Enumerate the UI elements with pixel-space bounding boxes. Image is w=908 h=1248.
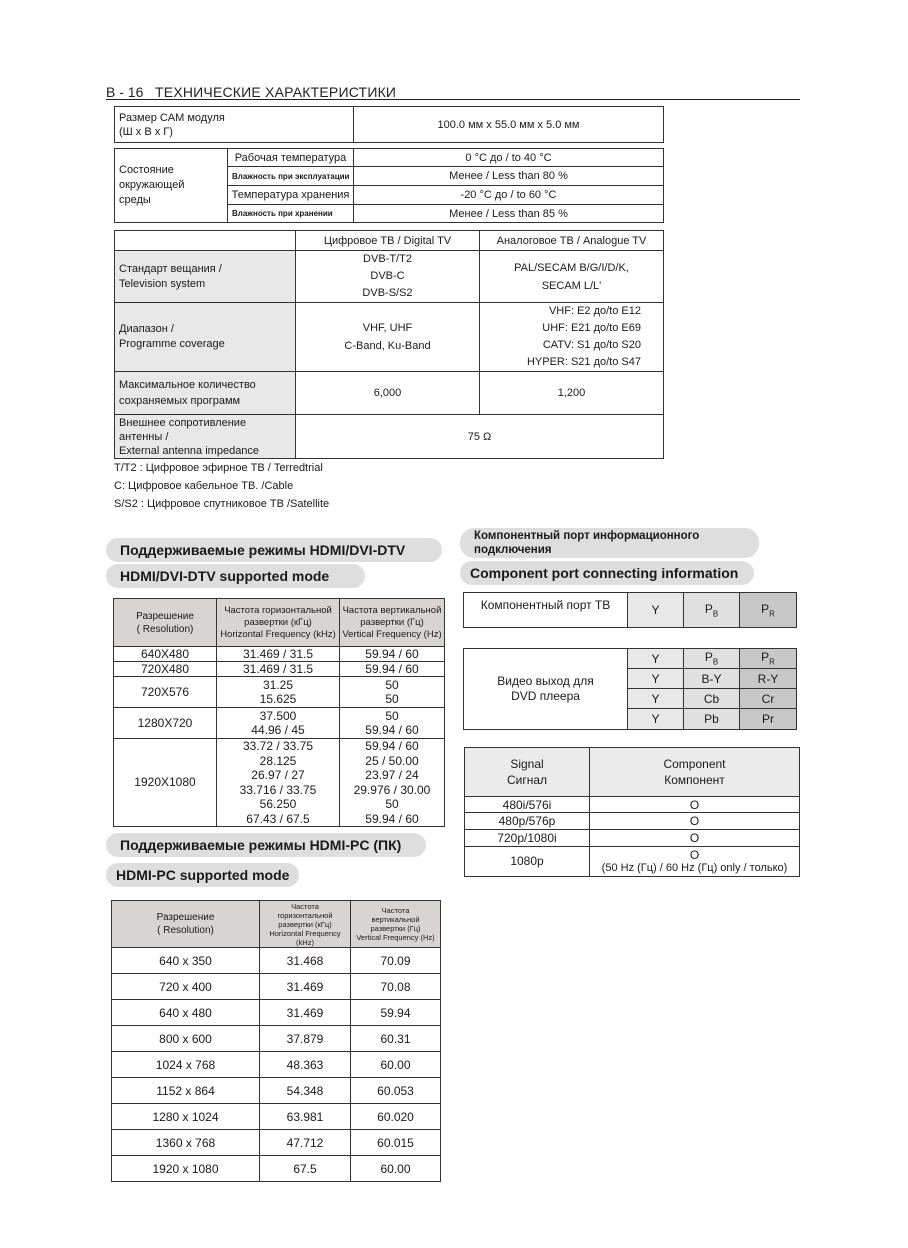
max-programs-analogue: 1,200 bbox=[480, 372, 664, 415]
signal-cell: 1080p bbox=[465, 847, 590, 877]
header-line: Разрешение bbox=[156, 912, 215, 923]
header-line: ( Resolution) bbox=[157, 925, 214, 936]
title-line: подключения bbox=[474, 544, 552, 556]
table-row bbox=[112, 1156, 441, 1182]
v-cell: 60.31 bbox=[351, 1026, 441, 1052]
value-line: VHF: E2 до/to E12 bbox=[548, 305, 641, 317]
header-line: Частота bbox=[381, 906, 410, 915]
h-freq-header bbox=[260, 901, 351, 948]
h-cell: 48.363 bbox=[260, 1052, 351, 1078]
v-cell: 60.00 bbox=[351, 1052, 441, 1078]
value-line: 67.43 / 67.5 bbox=[246, 811, 310, 826]
dvd-b bbox=[684, 649, 740, 669]
v-cell: 60.00 bbox=[351, 1156, 441, 1182]
h-cell: 31.468 bbox=[260, 948, 351, 974]
dvd-r: Cr bbox=[740, 689, 797, 709]
page-number: B - 16 bbox=[106, 84, 144, 100]
cam-table bbox=[114, 106, 664, 143]
value-line: DVB-T/T2 bbox=[363, 253, 412, 265]
header-line: Сигнал bbox=[506, 773, 548, 787]
v-cell bbox=[340, 739, 445, 827]
header-line: Vertical Frequency (Hz) bbox=[342, 628, 442, 640]
label-line: Диапазон / bbox=[119, 323, 174, 335]
header-line: развертки (кГц) bbox=[244, 616, 312, 628]
table-row bbox=[112, 1026, 441, 1052]
port-col-sub: B bbox=[712, 609, 719, 619]
table-row bbox=[112, 1000, 441, 1026]
header-line: Частота вертикальной bbox=[342, 604, 442, 616]
port-col-y: Y bbox=[628, 593, 684, 628]
res-cell: 1360 x 768 bbox=[112, 1130, 260, 1156]
title-line: Компонентный порт информационного bbox=[474, 530, 700, 542]
dvd-sub: R bbox=[769, 657, 775, 667]
value-line: 44.96 / 45 bbox=[251, 723, 305, 737]
cam-label-line: (Ш x В x Г) bbox=[119, 125, 173, 138]
port-col-pr bbox=[740, 593, 797, 628]
hdmi-pc-table bbox=[111, 900, 441, 1182]
value-line: 50 bbox=[385, 797, 399, 811]
env-group-line: Состояние bbox=[119, 164, 174, 176]
value-line: 33.716 / 33.75 bbox=[239, 782, 317, 797]
cam-label-line: Размер CAM модуля bbox=[119, 111, 225, 124]
table-row bbox=[112, 1078, 441, 1104]
component-cell: O bbox=[590, 797, 800, 813]
component-title-ru bbox=[460, 528, 759, 558]
label-line: сохраняемых программ bbox=[119, 395, 241, 407]
coverage-digital bbox=[296, 303, 480, 372]
env-value: 0 °C до / to 40 °C bbox=[354, 149, 664, 167]
dvd-y: Y bbox=[628, 689, 684, 709]
note-terrestrial: T/T2 : Цифровое эфирное ТВ / Terredtrial bbox=[114, 462, 323, 474]
header-line: Частота bbox=[291, 901, 319, 911]
value-line: VHF, UHF bbox=[362, 322, 413, 334]
env-label: Рабочая температура bbox=[228, 149, 354, 167]
signal-cell: 720p/1080i bbox=[465, 830, 590, 847]
port-col-pb bbox=[684, 593, 740, 628]
h-cell: 54.348 bbox=[260, 1078, 351, 1104]
tv-spec-table bbox=[114, 230, 664, 459]
res-cell: 800 x 600 bbox=[112, 1026, 260, 1052]
value-line: UHF: E21 до/to E69 bbox=[542, 322, 641, 334]
v-cell: 60.015 bbox=[351, 1130, 441, 1156]
signal-header bbox=[465, 748, 590, 797]
signal-cell: 480i/576i bbox=[465, 797, 590, 813]
table-row bbox=[465, 830, 800, 847]
dvd-sub: B bbox=[712, 657, 719, 667]
h-cell: 67.5 bbox=[260, 1156, 351, 1182]
port-col-letter: P bbox=[704, 601, 713, 616]
v-freq-header bbox=[340, 599, 445, 647]
h-cell: 37.879 bbox=[260, 1026, 351, 1052]
h-cell bbox=[217, 739, 340, 827]
label-line: Стандарт вещания / bbox=[119, 262, 222, 275]
header-line: горизонтальной bbox=[277, 910, 333, 920]
value-line: 56.250 bbox=[259, 797, 297, 811]
component-header bbox=[590, 748, 800, 797]
v-cell bbox=[340, 677, 445, 708]
table-row bbox=[114, 662, 445, 677]
hdmi-pc-title-ru: Поддерживаемые режимы HDMI-PC (ПК) bbox=[106, 833, 426, 857]
v-cell bbox=[340, 708, 445, 739]
h-cell: 63.981 bbox=[260, 1104, 351, 1130]
value-line: HYPER: S21 до/to S47 bbox=[526, 356, 641, 368]
dvd-letter: P bbox=[704, 650, 713, 665]
dvd-y: Y bbox=[628, 649, 684, 669]
standard-analogue bbox=[480, 251, 664, 303]
component-cell bbox=[590, 847, 800, 877]
standard-digital bbox=[296, 251, 480, 303]
header-line: развертки (кГц) bbox=[278, 919, 332, 929]
label-line: DVD плеера bbox=[511, 689, 580, 703]
value-line: 25 / 50.00 bbox=[365, 753, 419, 768]
res-cell: 640X480 bbox=[114, 647, 217, 662]
header-line: развертки (Гц) bbox=[370, 924, 421, 933]
res-cell: 1280X720 bbox=[114, 708, 217, 739]
table-row bbox=[465, 813, 800, 830]
table-row bbox=[112, 1104, 441, 1130]
port-col-letter: P bbox=[761, 601, 770, 616]
component-port-table bbox=[463, 592, 797, 628]
h-cell: 47.712 bbox=[260, 1130, 351, 1156]
value-line: 31.25 bbox=[262, 677, 294, 692]
port-label: Компонентный порт ТВ bbox=[464, 593, 628, 628]
dvd-output-table bbox=[463, 648, 797, 730]
value-line: 28.125 bbox=[259, 753, 297, 768]
value-line: 59.94 / 60 bbox=[365, 739, 419, 753]
value-line: 15.625 bbox=[259, 692, 297, 706]
value-line: 50 bbox=[385, 677, 399, 692]
dvd-r: Pr bbox=[740, 709, 797, 730]
table-row bbox=[114, 677, 445, 708]
label-line: External antenna impedance bbox=[119, 444, 260, 457]
dvd-letter: P bbox=[761, 650, 770, 665]
res-cell: 1280 x 1024 bbox=[112, 1104, 260, 1130]
col-digital-header: Цифровое ТВ / Digital TV bbox=[296, 231, 480, 251]
h-cell: 31.469 / 31.5 bbox=[217, 662, 340, 677]
value-line: O bbox=[689, 847, 700, 862]
component-cell: O bbox=[590, 830, 800, 847]
dvd-b: Cb bbox=[684, 689, 740, 709]
env-group-line: окружающей bbox=[119, 179, 185, 191]
max-programs-digital: 6,000 bbox=[296, 372, 480, 415]
value-line: 50 bbox=[385, 708, 399, 723]
v-cell: 59.94 bbox=[351, 1000, 441, 1026]
header-line: ( Resolution) bbox=[136, 623, 194, 635]
dvd-b: B-Y bbox=[684, 669, 740, 689]
label-line: Television system bbox=[119, 277, 206, 290]
label-line: Видео выход для bbox=[497, 674, 594, 688]
res-header bbox=[112, 901, 260, 948]
env-value: -20 °C до / to 60 °C bbox=[354, 186, 664, 205]
signal-table bbox=[464, 747, 800, 877]
header-line: Horizontal Frequency (kHz) bbox=[269, 928, 341, 947]
value-line: 26.97 / 27 bbox=[251, 768, 305, 782]
v-cell: 60.053 bbox=[351, 1078, 441, 1104]
header-line: Component bbox=[663, 757, 726, 771]
coverage-analogue bbox=[480, 303, 664, 372]
col-analogue-header: Аналоговое ТВ / Analogue TV bbox=[480, 231, 664, 251]
dvd-y: Y bbox=[628, 709, 684, 730]
v-cell: 70.09 bbox=[351, 948, 441, 974]
header-line: развертки (Гц) bbox=[360, 616, 424, 628]
value-line: 23.97 / 24 bbox=[365, 768, 419, 782]
tv-corner-cell bbox=[115, 231, 296, 251]
hdmi-pc-title-en: HDMI-PC supported mode bbox=[106, 863, 299, 887]
label-line: антенны / bbox=[119, 430, 169, 443]
h-cell: 31.469 / 31.5 bbox=[217, 647, 340, 662]
env-label: Влажность при эксплуатации bbox=[228, 167, 354, 186]
res-cell: 720 x 400 bbox=[112, 974, 260, 1000]
standard-label bbox=[115, 251, 296, 303]
header-line: Частота горизонтальной bbox=[224, 604, 332, 616]
label-line: Внешнее сопротивление bbox=[119, 416, 247, 429]
component-title-en: Component port connecting information bbox=[460, 561, 754, 585]
table-row bbox=[465, 797, 800, 813]
header-line: Signal bbox=[510, 757, 544, 771]
header-line: вертикальной bbox=[371, 915, 420, 924]
signal-cell: 480p/576p bbox=[465, 813, 590, 830]
hdmi-dtv-title-en: HDMI/DVI-DTV supported mode bbox=[106, 564, 365, 588]
v-cell: 60.020 bbox=[351, 1104, 441, 1130]
value-line: PAL/SECAM B/G/I/D/K, bbox=[514, 261, 629, 274]
res-cell: 720X480 bbox=[114, 662, 217, 677]
res-cell: 640 x 350 bbox=[112, 948, 260, 974]
h-cell bbox=[217, 677, 340, 708]
env-label: Влажность при хранении bbox=[228, 205, 354, 223]
table-row bbox=[114, 739, 445, 827]
res-cell: 1024 x 768 bbox=[112, 1052, 260, 1078]
value-line: DVB-S/S2 bbox=[362, 287, 413, 299]
port-col-sub: R bbox=[769, 609, 775, 619]
v-cell: 59.94 / 60 bbox=[340, 647, 445, 662]
page-header bbox=[106, 84, 396, 100]
cam-label bbox=[115, 107, 354, 143]
value-line: 33.72 / 33.75 bbox=[242, 739, 314, 753]
environment-group-label bbox=[115, 149, 228, 223]
res-header bbox=[114, 599, 217, 647]
env-group-line: среды bbox=[119, 194, 151, 206]
impedance-value: 75 Ω bbox=[296, 415, 664, 459]
table-row bbox=[114, 708, 445, 739]
header-line: Компонент bbox=[664, 773, 725, 787]
hdmi-dtv-title-ru: Поддерживаемые режимы HDMI/DVI-DTV bbox=[106, 538, 442, 562]
page-title: ТЕХНИЧЕСКИЕ ХАРАКТЕРИСТИКИ bbox=[155, 84, 397, 100]
res-cell: 1152 x 864 bbox=[112, 1078, 260, 1104]
coverage-label bbox=[115, 303, 296, 372]
header-line: Horizontal Frequency (kHz) bbox=[220, 628, 336, 640]
dvd-y: Y bbox=[628, 669, 684, 689]
value-line: 59.94 / 60 bbox=[365, 723, 419, 737]
h-cell: 31.469 bbox=[260, 1000, 351, 1026]
environment-table bbox=[114, 148, 664, 223]
value-line: 50 bbox=[385, 692, 399, 706]
max-programs-label bbox=[115, 372, 296, 415]
header-line: Разрешение bbox=[136, 610, 194, 622]
label-line: Programme coverage bbox=[119, 338, 225, 350]
dvd-r bbox=[740, 649, 797, 669]
table-row bbox=[112, 1052, 441, 1078]
dvd-r: R-Y bbox=[740, 669, 797, 689]
table-row bbox=[112, 948, 441, 974]
value-line: CATV: S1 до/to S20 bbox=[542, 339, 641, 351]
hdmi-dtv-table bbox=[113, 598, 445, 827]
value-line: 59.94 / 60 bbox=[365, 811, 419, 826]
v-cell: 59.94 / 60 bbox=[340, 662, 445, 677]
res-cell: 640 x 480 bbox=[112, 1000, 260, 1026]
table-row bbox=[112, 974, 441, 1000]
value-note: (50 Hz (Гц) / 60 Hz (Гц) only / только) bbox=[601, 861, 788, 874]
table-row bbox=[465, 847, 800, 877]
header-line: Vertical Frequency (Hz) bbox=[356, 933, 435, 942]
res-cell: 1920X1080 bbox=[114, 739, 217, 827]
value-line: C-Band, Ku-Band bbox=[344, 340, 431, 352]
cam-value: 100.0 мм x 55.0 мм x 5.0 мм bbox=[354, 107, 664, 143]
env-label: Температура хранения bbox=[228, 186, 354, 205]
note-cable: C: Цифровое кабельное ТВ. /Cable bbox=[114, 480, 294, 492]
h-cell: 31.469 bbox=[260, 974, 351, 1000]
header-rule bbox=[106, 99, 800, 100]
env-value: Менее / Less than 80 % bbox=[354, 167, 664, 186]
dvd-label bbox=[464, 649, 628, 730]
component-cell: O bbox=[590, 813, 800, 830]
h-cell bbox=[217, 708, 340, 739]
impedance-label bbox=[115, 415, 296, 459]
v-cell: 70.08 bbox=[351, 974, 441, 1000]
h-freq-header bbox=[217, 599, 340, 647]
value-line: SECAM L/L' bbox=[541, 279, 602, 292]
env-value: Менее / Less than 85 % bbox=[354, 205, 664, 223]
res-cell: 720X576 bbox=[114, 677, 217, 708]
v-freq-header bbox=[351, 901, 441, 948]
label-line: Максимальное количество bbox=[119, 379, 256, 391]
value-line: DVB-C bbox=[370, 270, 405, 282]
table-row bbox=[112, 1130, 441, 1156]
dvd-b: Pb bbox=[684, 709, 740, 730]
table-row bbox=[114, 647, 445, 662]
value-line: 37.500 bbox=[259, 708, 297, 723]
value-line: 29.976 / 30.00 bbox=[353, 782, 431, 797]
note-satellite: S/S2 : Цифровое спутниковое ТВ /Satellite bbox=[114, 498, 330, 510]
res-cell: 1920 x 1080 bbox=[112, 1156, 260, 1182]
